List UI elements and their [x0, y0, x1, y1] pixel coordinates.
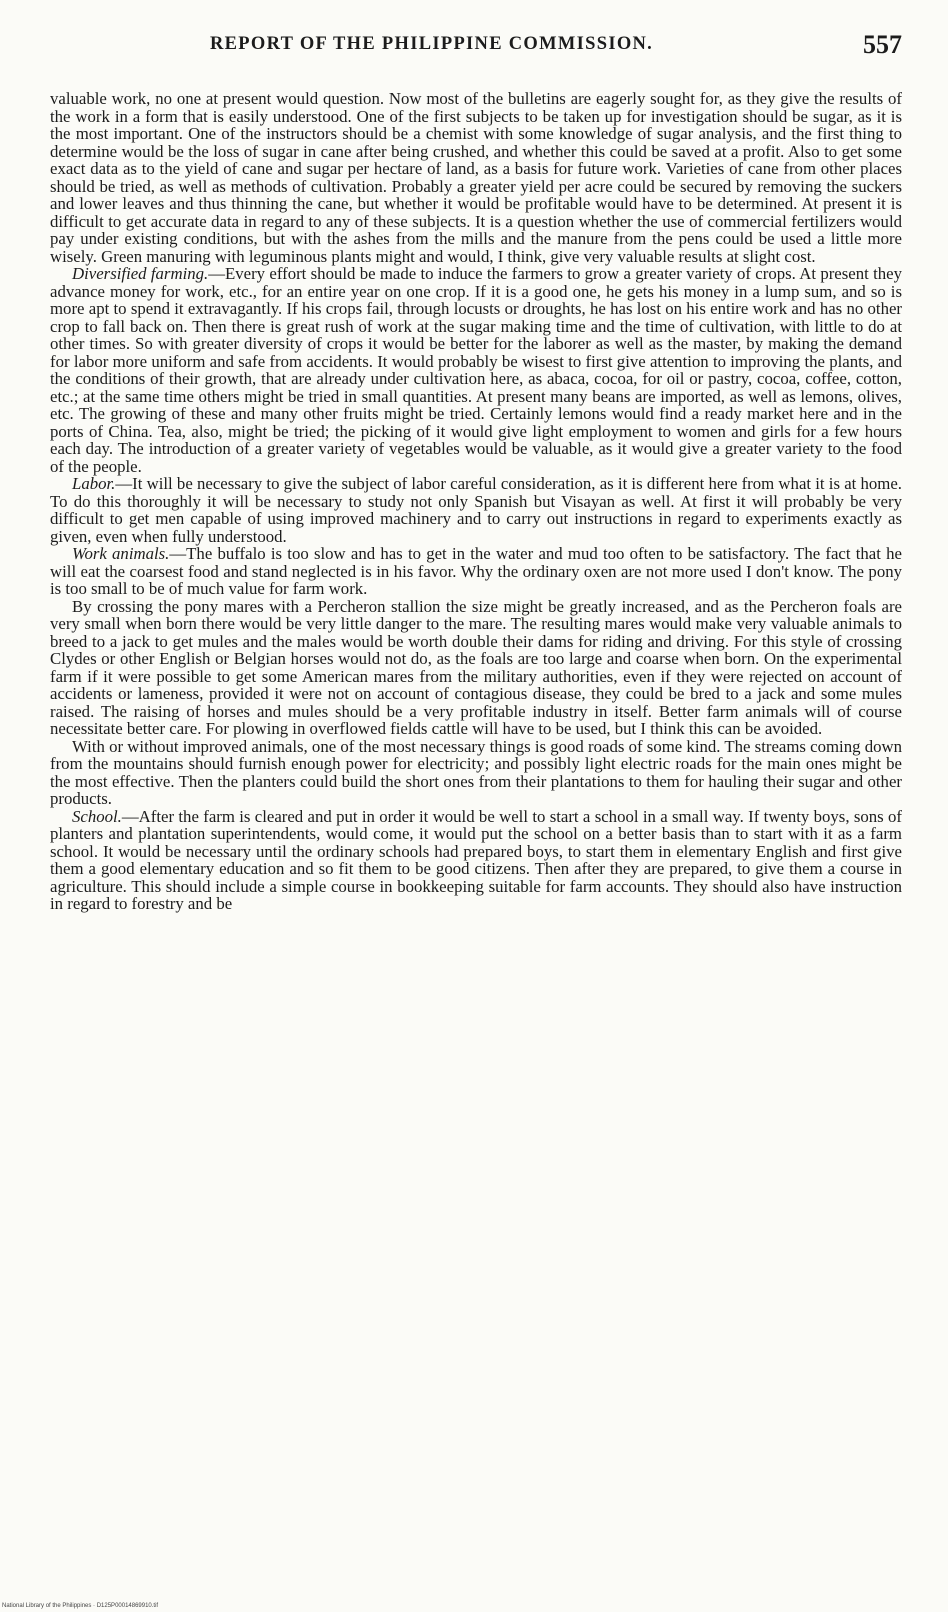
paragraph-crossing-ponies — [50, 598, 902, 738]
paragraph-text: —The buffalo is too slow and has to get in the water and mud too often to be satisfactory. The fact that he will eat the coarsest food and stand neglected is in his favor. Why the ordinary oxen are not more used I don't know. The pony is too small to be of much value for farm work. — [50, 544, 902, 598]
page-header — [50, 30, 902, 70]
paragraph-text: With or without improved animals, one of the most necessary things is good roads of some kind. The streams coming down from the mountains should furnish enough power for electricity; and possibly light electric roads for the main ones might be the most effective. Then the planters could build the short ones from their plantations to them for hauling their sugar and other products. — [50, 736, 902, 808]
paragraph-labor — [50, 475, 902, 545]
paragraph-text: valuable work, no one at present would question. Now most of the bulletins are eagerly sought for, as they give the results of the work in a form that is easily understood. One of the first subjects to be taken up for investigation should be sugar, as it is the most important. One of the instructors should be a chemist with some knowledge of sugar analysis, and the first thing to determine would be the loss of sugar in cane after being crushed, and whether this could be saved at a profit. Also to get some exact data as to the yield of cane and sugar per hectare of land, as a basis for future work. Varieties of cane from other places should be tried, as well as methods of cultivation. Probably a greater yield per acre could be secured by removing the suckers and lower leaves and thus thinning the cane, but whether it would be profitable would have to be determined. At present it is difficult to get accurate data in regard to any of these subjects. It is a question whether the use of commercial fertilizers would pay under existing conditions, but with the ashes from the mills and the manure from the pens could be used a little more wisely. Green manuring with leguminous plants might and would, I think, give very valuable results at slight cost. — [50, 89, 902, 266]
section-heading-labor: Labor. — [72, 474, 116, 493]
page-number: 557 — [863, 30, 902, 59]
paragraph-text: —Every effort should be made to induce the farmers to grow a greater variety of crops. At present they advance money for work, etc., for an entire year on one crop. If it is a good one, he gets his money in a lump sum, and so is more apt to spend it extravagantly. If his crops fail, through locusts or droughts, he has lost on his entire work and has no other crop to fall back on. Then there is great rush of work at the sugar making time and the time of cultivation, with little to do at other times. So with greater diversity of crops it would be better for the laborer as well as the master, by making the demand for labor more uniform and safe from accidents. It would probably be wisest to first give attention to improving the plants, and the conditions of their growth, that are already under cultivation here, as abaca, cocoa, for oil or pastry, cocoa, coffee, cotton, etc.; at the same time others might be tried in small quantities. At present many beans are imported, as well as lemons, olives, etc. The growing of these and many other fruits might be tried. Certainly lemons would find a ready market here and in the ports of China. Tea, also, might be tried; the picking of it would give light employment to women and girls for a few hours each day. The introduction of a greater variety of vegetables would be valuable, as it would give a greater variety to the food of the people. — [50, 264, 902, 476]
paragraph-text: By crossing the pony mares with a Percheron stallion the size might be greatly increased, and as the Percheron foals are very small when born there would be very little danger to the mare. The resulting mares would make very valuable animals to breed to a jack to get mules and the males would be worth double their dams for riding and driving. For this style of crossing Clydes or other English or Belgian horses would not do, as the foals are too large and coarse when born. On the experimental farm if it were possible to get some American mares from the military authorities, even if they were rejected on account of accidents or lameness, provided it were not on account of contagious disease, they could be bred to a jack and some mules raised. The raising of horses and mules should be a very profitable industry in itself. Better farm animals will of course necessitate better care. For plowing in overflowed fields cattle will have to be used, but I think this can be avoided. — [50, 596, 902, 738]
section-heading-school: School. — [72, 806, 122, 826]
paragraph-work-animals — [50, 545, 902, 598]
body-text — [50, 90, 902, 913]
document-page — [50, 30, 902, 913]
digitization-footer-note: National Library of the Philippines · D125P00014869910.tif — [2, 1603, 159, 1609]
section-heading-work-animals: Work animals. — [72, 544, 170, 563]
paragraph-diversified-farming — [50, 265, 902, 475]
paragraph-text: —After the farm is cleared and put in order it would be well to start a school in a small way. If twenty boys, sons of planters and plantation superintendents, would come, it would put the school on a better basis than to start with it as a farm school. It would be necessary until the ordinary schools had prepared boys, to start them in elementary English and first give them a good elementary education and so fit them to be good citizens. Then after they are prepared, to give them a course in agriculture. This should include a simple course in bookkeeping suitable for farm accounts. They should also have instruction in regard to forestry and be — [50, 806, 902, 913]
paragraph-roads — [50, 738, 902, 808]
running-title: REPORT OF THE PHILIPPINE COMMISSION. — [210, 34, 654, 54]
paragraph-school — [50, 808, 902, 913]
section-heading-diversified-farming: Diversified farming. — [72, 264, 209, 283]
paragraph-sugar-investigation — [50, 90, 902, 265]
paragraph-text: —It will be necessary to give the subject of labor careful consideration, as it is different here from what it is at home. To do this thoroughly it will be necessary to study not only Spanish but Visayan as well. At first it will probably be very difficult to get men capable of using improved machinery and to carry out instructions in regard to experiments exactly as given, even when fully understood. — [50, 474, 902, 546]
